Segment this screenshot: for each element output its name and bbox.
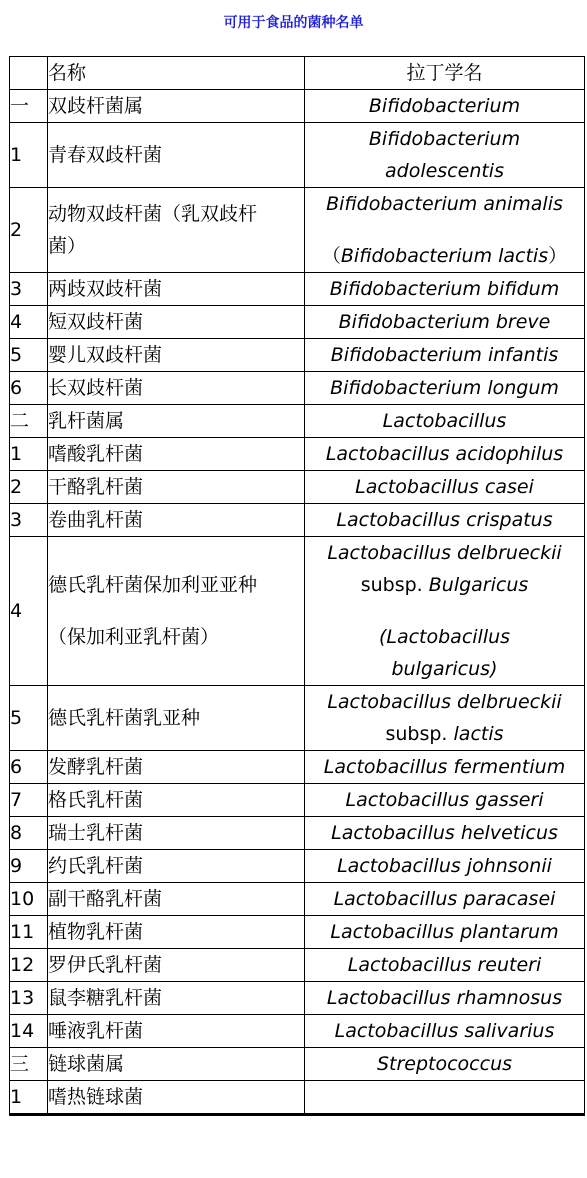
table-row-partial	[10, 1115, 585, 1116]
row-num: 3	[10, 273, 48, 306]
row-name	[48, 188, 305, 273]
header-num-cell	[10, 57, 48, 90]
table-row	[10, 916, 585, 949]
row-name: 副干酪乳杆菌	[48, 883, 305, 916]
table-row	[10, 784, 585, 817]
row-latin: Lactobacillus helveticus	[305, 817, 585, 850]
table-row	[10, 537, 585, 686]
latin-line: Bifidobacterium	[368, 128, 521, 150]
row-num: 1	[10, 438, 48, 471]
table-row	[10, 273, 585, 306]
row-name: 鼠李糖乳杆菌	[48, 982, 305, 1015]
header-name-cell: 名称	[48, 57, 305, 90]
row-latin: Lactobacillus fermentium	[305, 751, 585, 784]
row-latin: Lactobacillus plantarum	[305, 916, 585, 949]
table-row	[10, 90, 585, 123]
table-row	[10, 850, 585, 883]
row-latin	[305, 537, 585, 686]
table-row	[10, 1048, 585, 1081]
row-num: 14	[10, 1015, 48, 1048]
row-num: 4	[10, 537, 48, 686]
row-latin	[305, 1115, 585, 1116]
row-latin: Lactobacillus	[305, 405, 585, 438]
table-row	[10, 817, 585, 850]
row-num: 2	[10, 188, 48, 273]
row-name: 嗜酸乳杆菌	[48, 438, 305, 471]
table-row	[10, 471, 585, 504]
row-num	[10, 1115, 48, 1116]
row-name: 植物乳杆菌	[48, 916, 305, 949]
row-name: 乳杆菌属	[48, 405, 305, 438]
row-latin: Lactobacillus salivarius	[305, 1015, 585, 1048]
row-name: 长双歧杆菌	[48, 372, 305, 405]
table-header-row	[10, 57, 585, 90]
table-row	[10, 339, 585, 372]
row-name: 卷曲乳杆菌	[48, 504, 305, 537]
table-row	[10, 438, 585, 471]
latin-line: Bifidobacterium animalis	[326, 193, 563, 215]
table-row	[10, 188, 585, 273]
row-latin: Lactobacillus casei	[305, 471, 585, 504]
row-num: 6	[10, 372, 48, 405]
row-latin: Lactobacillus johnsonii	[305, 850, 585, 883]
table-row	[10, 982, 585, 1015]
row-latin: Lactobacillus acidophilus	[305, 438, 585, 471]
table-row	[10, 405, 585, 438]
row-name	[48, 1115, 305, 1116]
row-num: 二	[10, 405, 48, 438]
table-row	[10, 883, 585, 916]
row-num: 7	[10, 784, 48, 817]
row-name: 发酵乳杆菌	[48, 751, 305, 784]
row-num: 9	[10, 850, 48, 883]
row-name: 嗜热链球菌	[48, 1081, 305, 1114]
row-num: 12	[10, 949, 48, 982]
row-latin: Bifidobacterium infantis	[305, 339, 585, 372]
row-latin	[305, 1081, 585, 1114]
table-row	[10, 751, 585, 784]
row-num: 1	[10, 123, 48, 188]
row-latin: Lactobacillus rhamnosus	[305, 982, 585, 1015]
name-line: 动物双歧杆菌（乳双歧杆	[48, 203, 258, 225]
row-num: 3	[10, 504, 48, 537]
latin-paren-close: ）	[548, 245, 568, 267]
latin-line	[305, 718, 584, 750]
row-name: 两歧双歧杆菌	[48, 273, 305, 306]
row-latin: Bifidobacterium	[305, 90, 585, 123]
row-name: 格氏乳杆菌	[48, 784, 305, 817]
latin-subsp: subsp.	[385, 723, 448, 745]
latin-line: bulgaricus)	[391, 658, 498, 680]
row-num: 1	[10, 1081, 48, 1114]
table-row	[10, 686, 585, 751]
latin-synonym: Bifidobacterium lactis	[340, 245, 549, 267]
row-name: 短双歧杆菌	[48, 306, 305, 339]
row-num: 一	[10, 90, 48, 123]
latin-line: adolescentis	[384, 160, 504, 182]
row-num: 11	[10, 916, 48, 949]
row-latin: Bifidobacterium breve	[305, 306, 585, 339]
latin-subsp-name: Bulgaricus	[428, 574, 529, 596]
table-row	[10, 123, 585, 188]
row-name: 青春双歧杆菌	[48, 123, 305, 188]
row-num: 6	[10, 751, 48, 784]
row-latin: Lactobacillus reuteri	[305, 949, 585, 982]
row-name: 链球菌属	[48, 1048, 305, 1081]
row-num: 5	[10, 686, 48, 751]
species-table	[9, 56, 585, 1116]
row-num: 三	[10, 1048, 48, 1081]
table-row	[10, 1081, 585, 1114]
name-line: （保加利亚乳杆菌）	[48, 626, 220, 648]
row-name: 德氏乳杆菌乳亚种	[48, 686, 305, 751]
latin-line: (Lactobacillus	[378, 626, 511, 648]
row-latin: Lactobacillus crispatus	[305, 504, 585, 537]
row-name	[48, 537, 305, 686]
row-num: 10	[10, 883, 48, 916]
row-num: 4	[10, 306, 48, 339]
row-name: 唾液乳杆菌	[48, 1015, 305, 1048]
row-latin: Bifidobacterium longum	[305, 372, 585, 405]
row-name: 约氏乳杆菌	[48, 850, 305, 883]
row-latin: Lactobacillus paracasei	[305, 883, 585, 916]
latin-line: Lactobacillus delbrueckii	[327, 691, 562, 713]
latin-line	[305, 240, 584, 272]
row-num: 2	[10, 471, 48, 504]
latin-subsp-name: lactis	[453, 723, 504, 745]
row-name: 瑞士乳杆菌	[48, 817, 305, 850]
row-latin: Bifidobacterium bifidum	[305, 273, 585, 306]
row-latin	[305, 188, 585, 273]
row-num: 8	[10, 817, 48, 850]
header-latin-cell: 拉丁学名	[305, 57, 585, 90]
row-name: 婴儿双歧杆菌	[48, 339, 305, 372]
page-title: 可用于食品的菌种名单	[223, 15, 364, 31]
latin-subsp: subsp.	[360, 574, 423, 596]
table-row	[10, 306, 585, 339]
latin-line	[305, 569, 584, 601]
table-row	[10, 949, 585, 982]
row-name: 双歧杆菌属	[48, 90, 305, 123]
row-latin	[305, 686, 585, 751]
row-name: 罗伊氏乳杆菌	[48, 949, 305, 982]
row-latin: Streptococcus	[305, 1048, 585, 1081]
row-latin	[305, 123, 585, 188]
row-name: 干酪乳杆菌	[48, 471, 305, 504]
row-latin: Lactobacillus gasseri	[305, 784, 585, 817]
latin-line: Lactobacillus delbrueckii	[327, 542, 562, 564]
name-line: 德氏乳杆菌保加利亚亚种	[48, 574, 258, 596]
name-line: 菌）	[48, 235, 87, 257]
table-row	[10, 504, 585, 537]
row-num: 5	[10, 339, 48, 372]
row-num: 13	[10, 982, 48, 1015]
latin-paren-open: （	[321, 245, 341, 267]
table-row	[10, 372, 585, 405]
table-row	[10, 1015, 585, 1048]
